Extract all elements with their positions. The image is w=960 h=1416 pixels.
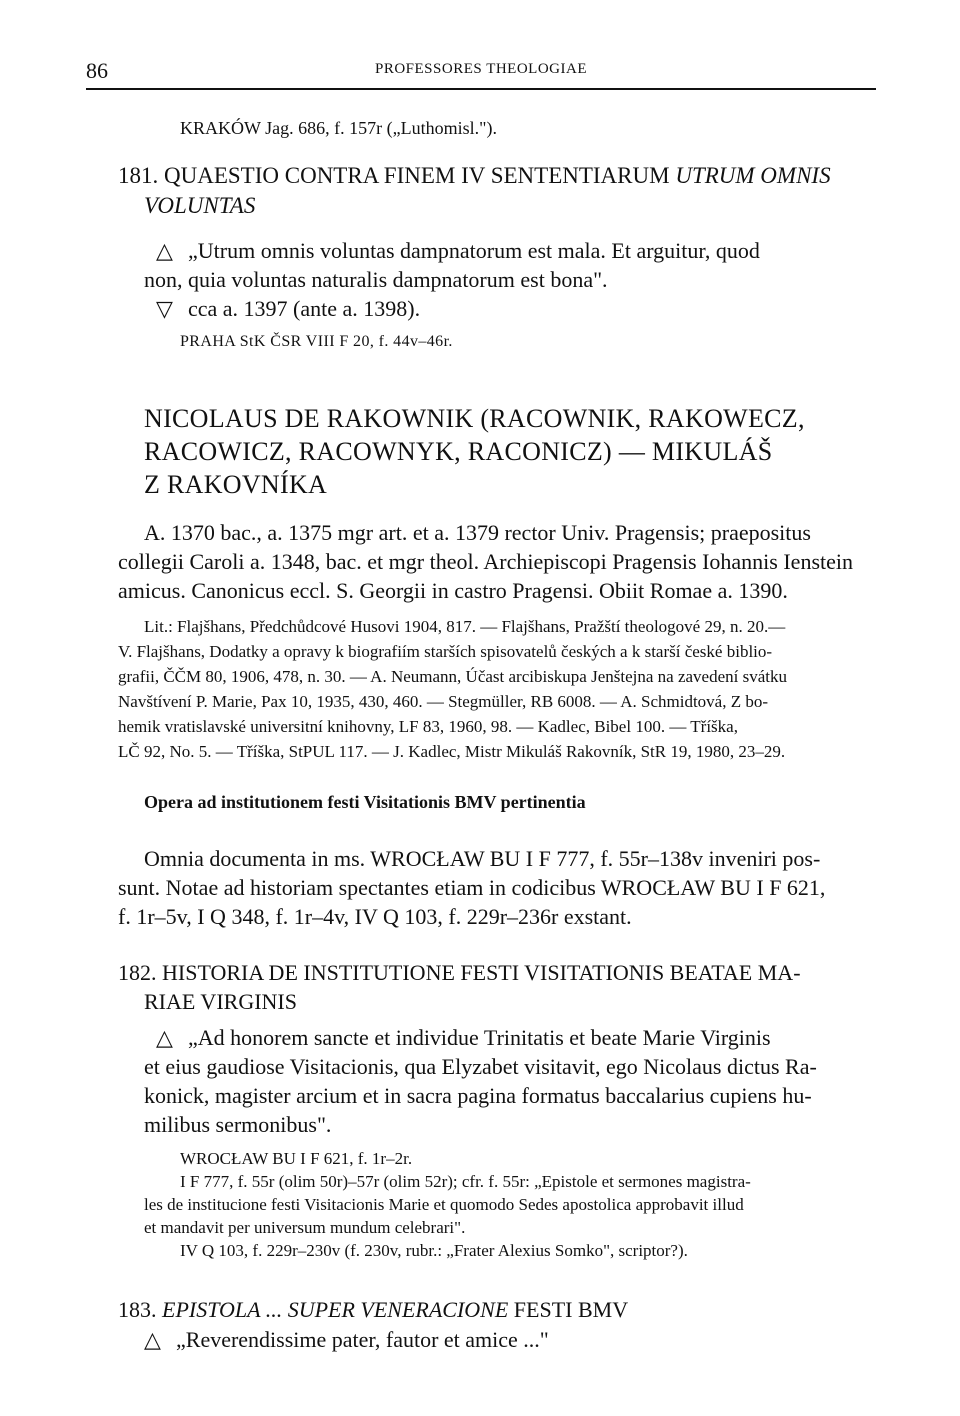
entry-181-title-line1 [118,163,831,189]
incipit-text: „Reverendissime pater, fautor et amice ..." [176,1327,549,1352]
literature-line5: hemik vratislavské universitní knihovny, LF 83, 1960, 98. — Kadlec, Bibel 100. — Tříška, [118,717,738,736]
incipit-triangle-icon: △ [144,1327,161,1352]
entry-181-manuscript: PRAHA StK ČSR VIII F 20, f. 44v–46r. [180,333,453,350]
entry-181-date [156,296,420,322]
author-heading-line1: NICOLAUS DE RAKOWNIK (RACOWNIK, RAKOWECZ, [144,404,805,433]
entry-182-incipit-line4: milibus sermonibus". [144,1112,332,1137]
entry-182-title-line1 [118,960,801,986]
entry-182-title-line2: RIAE VIRGINIS [144,989,297,1014]
entry-182-incipit-line3: konick, magister arcium et in sacra pagina formatus baccalarius cupiens hu- [144,1083,812,1108]
literature-line6: LČ 92, No. 5. — Tříška, StPUL 117. — J. Kadlec, Mistr Mikuláš Rakovník, StR 19, 1980, 23–29. [118,742,786,761]
author-heading-line2: RACOWICZ, RACOWNYK, RACONICZ) — MIKULÁŠ [144,437,773,466]
running-title: PROFESSORES THEOLOGIAE [375,61,587,77]
entry-183-incipit [144,1327,549,1353]
entry-181-number: 181. [118,163,159,188]
entry-183-title-roman: FESTI BMV [508,1297,629,1322]
date-text: cca a. 1397 (ante a. 1398). [188,296,421,321]
entry-181-title-italic: UTRUM OMNIS [675,163,831,188]
incipit-triangle-icon: △ [156,238,173,263]
entry-181-incipit-line1 [156,238,760,264]
opera-text-line2: sunt. Notae ad historiam spectantes etiam in codicibus WROCŁAW BU I F 621, [118,875,826,900]
entry-182-title: HISTORIA DE INSTITUTIONE FESTI VISITATIONIS BEATAE MA- [162,960,801,985]
entry-182-incipit-line2: et eius gaudiose Visitacionis, qua Elyzabet visitavit, ego Nicolaus dictus Ra- [144,1054,817,1079]
entry-183-number: 183. [118,1297,157,1322]
entry-182-incipit-line1 [156,1025,771,1051]
author-bio-line3: amicus. Canonicus eccl. S. Georgii in castro Pragensi. Obiit Romae a. 1390. [118,578,788,603]
entry-182-ms-line4: et mandavit per universum mundum celebrari". [144,1218,466,1237]
entry-182-number: 182. [118,960,157,985]
literature-line1: Lit.: Flajšhans, Předchůdcové Husovi 1904, 817. — Flajšhans, Pražští theologové 29, n. 20.— [144,617,786,636]
author-bio-line2: collegii Caroli a. 1348, bac. et mgr theol. Archiepiscopi Pragensis Iohannis Ienstein [118,549,853,574]
opera-text-line3: f. 1r–5v, I Q 348, f. 1r–4v, IV Q 103, f. 229r–236r exstant. [118,904,632,929]
entry-182-ms-line5: IV Q 103, f. 229r–230v (f. 230v, rubr.: „Frater Alexius Somko", scriptor?). [180,1241,688,1260]
author-bio-line1: A. 1370 bac., a. 1375 mgr art. et a. 1379 rector Univ. Pragensis; praepositus [144,520,811,545]
page-number: 86 [86,58,108,83]
incipit-text: „Utrum omnis voluntas dampnatorum est mala. Et arguitur, quod [188,238,760,263]
date-triangle-down-icon: ▽ [156,296,173,321]
entry-181-title-roman: QUAESTIO CONTRA FINEM IV SENTENTIARUM [164,163,676,188]
entry-183-title-italic: EPISTOLA ... SUPER VENERACIONE [162,1297,509,1322]
entry-181-title-line2: VOLUNTAS [144,193,256,218]
page-header [86,58,876,90]
entry-181-incipit-line2: non, quia voluntas naturalis dampnatorum est bona". [144,267,608,292]
entry-182-ms-line1: WROCŁAW BU I F 621, f. 1r–2r. [180,1149,413,1168]
incipit-text: „Ad honorem sancte et individue Trinitatis et beate Marie Virginis [188,1025,771,1050]
literature-line2: V. Flajšhans, Dodatky a opravy k biografiím starších spisovatelů českých a k starší české biblio- [118,642,773,661]
author-heading-line3: Z RAKOVNÍKA [144,470,328,499]
literature-line4: Navštívení P. Marie, Pax 10, 1935, 430, 460. — Stegmüller, RB 6008. — A. Schmidtová, Z bo- [118,692,769,711]
literature-line3: grafii, ČČM 80, 1906, 478, n. 30. — A. Neumann, Účast arcibiskupa Jenštejna na zavedení svátku [118,667,788,686]
entry-182-ms-line2: I F 777, f. 55r (olim 50r)–57r (olim 52r); cfr. f. 55r: „Epistole et sermones magistra- [180,1172,751,1191]
entry-180-manuscript: KRAKÓW Jag. 686, f. 157r („Luthomisl."). [180,118,497,138]
entry-183-title [118,1297,628,1323]
opera-text-line1: Omnia documenta in ms. WROCŁAW BU I F 777, f. 55r–138v inveniri pos- [144,846,821,871]
incipit-triangle-icon: △ [156,1025,173,1050]
opera-heading: Opera ad institutionem festi Visitationis BMV pertinentia [144,792,586,812]
entry-182-ms-line3: les de institucione festi Visitacionis Marie et quomodo Sedes apostolica approbavit illud [144,1195,744,1214]
